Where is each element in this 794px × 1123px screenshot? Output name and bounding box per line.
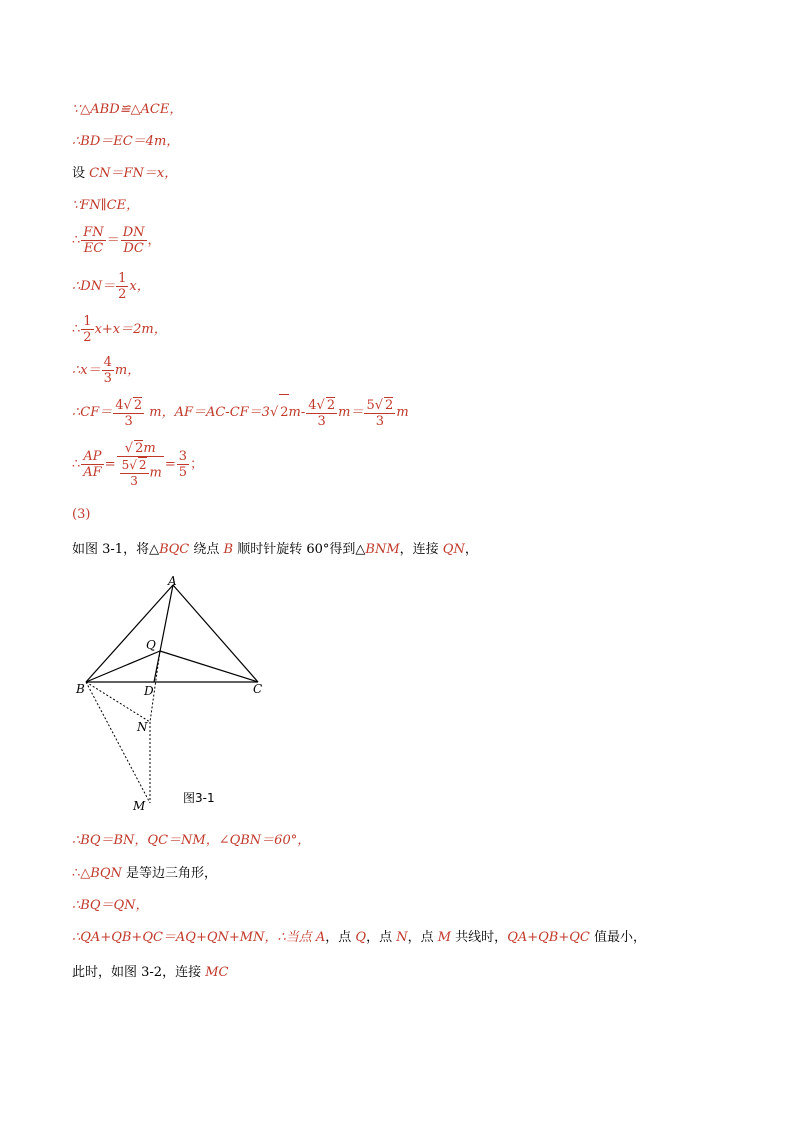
fraction-four-thirds: $\frac{4}{3}$ bbox=[103, 355, 112, 386]
segment-bq bbox=[86, 651, 160, 682]
equal-segments-statement: ∴BD＝EC＝4m， bbox=[72, 134, 180, 149]
proof-line-6: ∴DN＝ $\frac{1}{2}$ x， bbox=[72, 271, 150, 302]
proof-line-12: 如图 3-1，将△BQC 绕点 B 顺时针旋转 60°得到△BNM，连接 QN， bbox=[72, 542, 478, 557]
fraction-one-half: $\frac{1}{2}$ bbox=[118, 271, 127, 302]
fraction-4root2-over-3-b: $\frac{4√ 2}{3}$ bbox=[308, 397, 336, 429]
fraction-complex-ratio: √ 2m $\frac{5√ 2}{3}$ m bbox=[117, 440, 164, 489]
fraction-fn-ec: $\frac{FN}{EC}$ bbox=[83, 225, 104, 256]
segment-qc bbox=[160, 651, 258, 682]
proof-line-14: ∴△BQN 是等边三角形， bbox=[72, 866, 218, 881]
segment-ad bbox=[154, 585, 173, 682]
proof-line-7: ∴ $\frac{1}{2}$ x+x＝2m， bbox=[72, 314, 167, 345]
proof-line-3 bbox=[72, 165, 177, 183]
therefore-symbol: ∴ bbox=[72, 233, 81, 248]
label-c: C bbox=[253, 682, 263, 696]
proof-line-8: ∴x＝ $\frac{4}{3}$ m， bbox=[72, 355, 141, 386]
proof-line-9: ∴CF＝ $\frac{4√ 2}{3}$ m，AF＝AC-CF＝3√ 2m- $\frac{4√ 2}{3}$ m＝ $\frac{5√ 2}{3}$ m bbox=[72, 394, 409, 431]
label-b: B bbox=[76, 682, 85, 696]
let-prefix: 设 bbox=[72, 166, 86, 181]
proof-line-2 bbox=[72, 133, 179, 151]
label-a: A bbox=[168, 575, 177, 588]
label-q: Q bbox=[146, 638, 156, 652]
proof-line-16: ∴QA+QB+QC＝AQ+QN+MN，∴当点 A，点 Q，点 N，点 M 共线时，QA+QB+QC 值最小， bbox=[72, 930, 646, 945]
label-m: M bbox=[133, 799, 146, 813]
fraction-dn-dc: $\frac{DN}{DC}$ bbox=[122, 225, 145, 256]
proof-line-13: ∴BQ＝BN，QC＝NM，∠QBN＝60°， bbox=[72, 833, 311, 848]
segment-bn bbox=[86, 682, 150, 722]
fraction-5root2-over-3: $\frac{5√ 2}{3}$ bbox=[366, 397, 394, 429]
proof-line-1 bbox=[72, 101, 182, 119]
congruence-statement: ∵△ABD≌△ACE， bbox=[72, 102, 183, 117]
segment-ac bbox=[173, 585, 258, 682]
label-d: D bbox=[144, 684, 154, 698]
segment-bm bbox=[86, 682, 150, 803]
proof-line-10: ∴ $\frac{AP}{AF}$ = √ 2m $\frac{5√ 2}{3}$ m = $\frac{3}{5}$ ； bbox=[72, 441, 204, 488]
fraction-ap-af: $\frac{AP}{AF}$ bbox=[83, 449, 102, 480]
proof-line-5: ∴ $\frac{FN}{EC}$ ＝ $\frac{DN}{DC}$ ， bbox=[72, 225, 161, 256]
segment-ab bbox=[86, 585, 173, 682]
part-3-label: (3) bbox=[72, 507, 91, 522]
fraction-4root2-over-3-a: $\frac{4√ 2}{3}$ bbox=[115, 397, 143, 429]
parallel-statement: ∵FN∥CE， bbox=[72, 198, 140, 213]
geometry-figure-3-1 bbox=[70, 575, 270, 820]
figure-caption: 图3-1 bbox=[183, 791, 215, 805]
proof-line-17: 此时，如图 3-2，连接 MC bbox=[72, 965, 229, 980]
proof-line-4 bbox=[72, 197, 139, 215]
proof-line-15: ∴BQ＝QN， bbox=[72, 898, 149, 913]
let-equation: CN＝FN＝x， bbox=[89, 166, 178, 181]
label-n: N bbox=[137, 720, 148, 734]
fraction-three-fifths: $\frac{3}{5}$ bbox=[178, 449, 188, 480]
fraction-one-half-2: $\frac{1}{2}$ bbox=[83, 314, 92, 345]
